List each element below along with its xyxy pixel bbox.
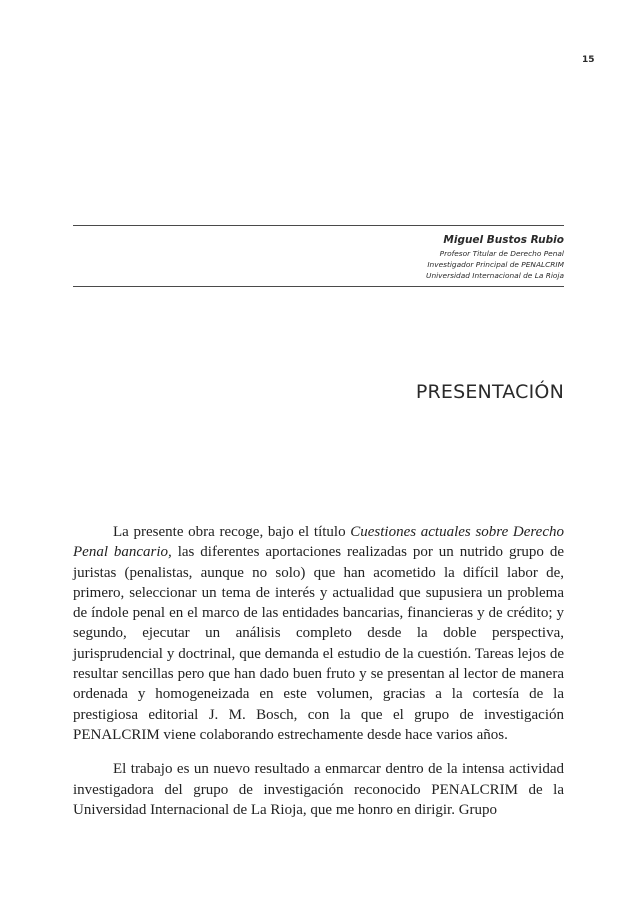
paragraph bbox=[73, 759, 564, 820]
author-block bbox=[426, 233, 564, 281]
paragraph-text: La presente obra recoge, bajo el título bbox=[113, 524, 351, 540]
author-affiliation-line: Profesor Titular de Derecho Penal bbox=[439, 249, 564, 258]
header-rule-top bbox=[73, 225, 564, 226]
body-text bbox=[73, 522, 564, 834]
book-title: Cuestiones actuales sobre Derecho Penal bancario, bbox=[73, 524, 564, 561]
section-title: PRESENTACIÓN bbox=[415, 381, 564, 403]
paragraph-text: El trabajo es un nuevo resultado a enmarcar dentro de la intensa actividad investigadora del grupo de investigación reconocido PENALCRIM de la Universidad Internacional de La Rioja, que me honro en dirigir. Grupo bbox=[73, 761, 564, 818]
paragraph-text: las diferentes aportaciones realizadas por un nutrido grupo de juristas (penalistas, aunque no solo) que han acometido la difícil labor de, primero, seleccionar un tema de interés y actualidad que supusiera un problema de índole penal en el marco de las entidades bancarias, financieras y de crédito; y segundo, ejecutar un análisis completo desde la doble perspectiva, jurisprudencial y doctrinal, que demanda el estudio de la cuestión. Tareas lejos de resultar sencillas pero que han dado buen fruto y se presentan al lector de manera ordenada y homogeneizada en este volumen, gracias a la cortesía de la prestigiosa editorial J. M. Bosch, con la que el grupo de investigación PENALCRIM viene colaborando estrechamente desde hace varios años. bbox=[73, 544, 564, 743]
paragraph bbox=[73, 522, 564, 745]
author-name: Miguel Bustos Rubio bbox=[443, 234, 564, 246]
author-affiliation-line: Universidad Internacional de La Rioja bbox=[426, 271, 564, 280]
header-rule-bottom bbox=[73, 286, 564, 287]
author-affiliation-line: Investigador Principal de PENALCRIM bbox=[427, 260, 564, 269]
page-number: 15 bbox=[582, 55, 595, 65]
